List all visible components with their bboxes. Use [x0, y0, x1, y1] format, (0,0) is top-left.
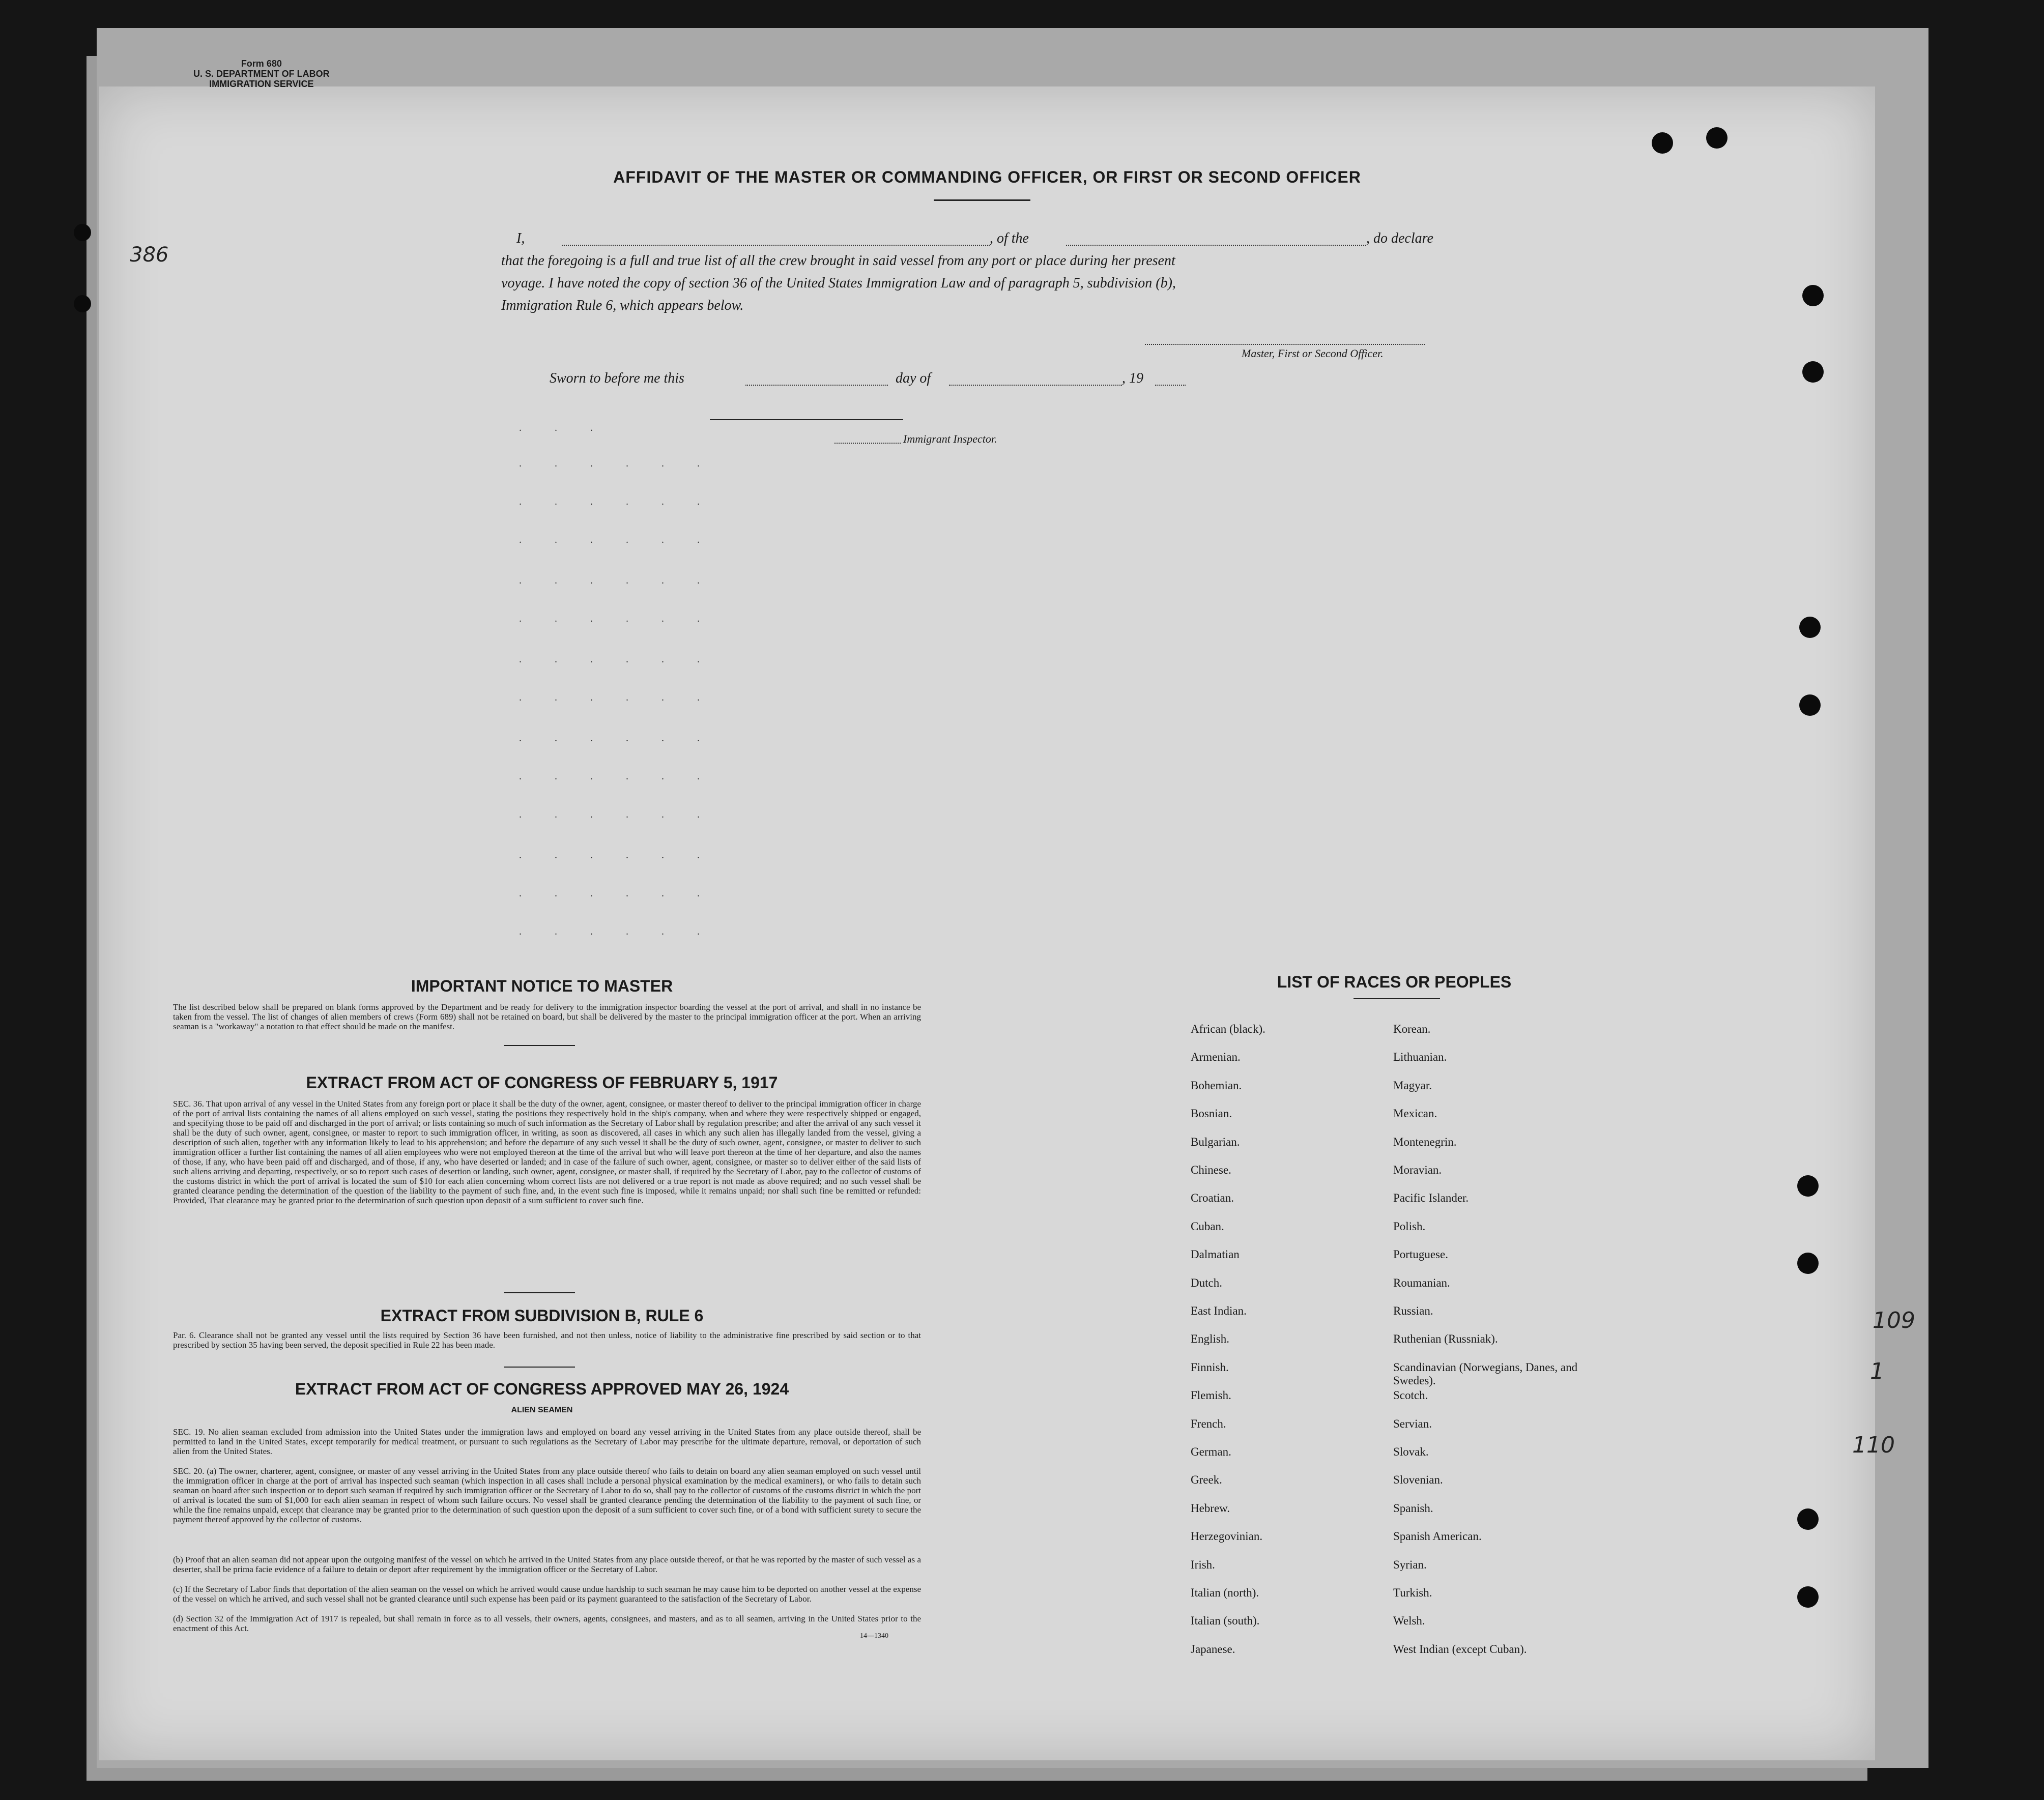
race-item: Welsh. — [1393, 1614, 1425, 1628]
race-item: Servian. — [1393, 1417, 1432, 1430]
binder-hole — [1802, 285, 1824, 306]
section-rule — [504, 1045, 575, 1046]
dot-leader: . . . . . . — [519, 809, 715, 820]
race-item: Ruthenian (Russniak). — [1393, 1332, 1498, 1346]
notice-title: IMPORTANT NOTICE TO MASTER — [411, 977, 673, 995]
dot-leader: . . . — [519, 422, 608, 433]
race-item: Slovenian. — [1393, 1473, 1443, 1487]
binder-hole — [1797, 1175, 1819, 1197]
extract-1924-text-4: (c) If the Secretary of Labor finds that deportation of the alien seaman on the vessel on which he arrived would cause undue hardship to such seaman he may cause him to be deported on another vessel at the expense of the vessel on which he arrived, and such vessel shall not be granted clearance until such expense has been paid or its payment guaranteed to the satisfaction of the Secretary of Labor. — [173, 1584, 921, 1604]
race-item: Dutch. — [1191, 1276, 1222, 1289]
race-item: Slovak. — [1393, 1445, 1429, 1458]
dot-leader: . . . . . . — [519, 850, 715, 861]
form-identification — [193, 59, 330, 89]
margin-mark: 1 — [1870, 1358, 1884, 1384]
race-item: Dalmatian — [1191, 1248, 1240, 1261]
binder-hole — [1706, 127, 1728, 149]
race-item: Italian (south). — [1191, 1614, 1260, 1628]
extract-1924-text-1: SEC. 19. No alien seaman excluded from admission into the United States under the immigration laws and employed on board any vessel arriving in the United States from any place outside thereof, shall be permitted to land in the United States, except temporarily for medical treatment, or pursuant to such regulations as the Secretary of Labor may prescribe for the ultimate departure, removal, or deportation of such alien from the United States. — [173, 1427, 921, 1456]
year-blank[interactable] — [1155, 385, 1186, 386]
dot-leader: . . . . . . — [519, 575, 715, 586]
year-prefix: , 19 — [1122, 370, 1143, 386]
vessel-blank[interactable] — [1066, 245, 1366, 246]
race-item: African (black). — [1191, 1023, 1265, 1035]
affidavit-line-2: that the foregoing is a full and true list of all the crew brought in said vessel from any port or place during her present — [501, 253, 1175, 269]
section-rule — [504, 1292, 575, 1293]
race-item: Armenian. — [1191, 1051, 1241, 1064]
dot-leader: . . . . . . — [519, 613, 715, 624]
sworn-text: Sworn to before me this — [550, 370, 684, 386]
extract-1924-title: EXTRACT FROM ACT OF CONGRESS APPROVED MAY 26, 1924 — [295, 1380, 789, 1398]
master-signature-caption: Master, First or Second Officer. — [1242, 347, 1384, 360]
extract-1924-text-5: (d) Section 32 of the Immigration Act of 1917 is repealed, but shall remain in force as to all vessels, their owners, agents, consignees, and masters, and as to all seamen, arriving in the United States prior to the enactment of this Act. — [173, 1614, 921, 1633]
race-item: Lithuanian. — [1393, 1051, 1447, 1064]
dot-leader: . . . . . . — [519, 771, 715, 782]
margin-mark: 109 — [1873, 1308, 1915, 1333]
binder-hole — [1797, 1586, 1819, 1608]
affidavit-of-the: , of the — [990, 230, 1029, 246]
affidavit-declare: , do declare — [1366, 230, 1433, 246]
races-title: LIST OF RACES OR PEOPLES — [1277, 973, 1512, 991]
month-blank[interactable] — [949, 385, 1122, 386]
race-item: Polish. — [1393, 1220, 1426, 1233]
dot-leader: . . . . . . — [519, 692, 715, 703]
race-item: Korean. — [1393, 1023, 1431, 1035]
extract-1924-text-2: SEC. 20. (a) The owner, charterer, agent, consignee, or master of any vessel arriving in the United States from any place outside thereof who fails to detain on board any alien seaman employed on such vessel until the immigration officer in charge at the port of arrival has inspected such seaman (which inspection in all cases shall include a personal physical examination by the medical examiners), or who fails to detain such seaman on board after such inspection or to deport such seaman if required by such immigration officer or the Secretary of Labor to do so, shall pay to the collector of customs of the customs district in which the port of arrival is located the sum of $1,000 for each alien seaman in respect of whom such failure occurs. No vessel shall be granted clearance pending the determination of the liability to the payment of such fine, or while the fine remains unpaid, except that clearance may be granted prior to the determination of such question upon the deposit of a sum sufficient to cover such fine, or of a bond with sufficient surety to secure the payment thereof approved by the collector of customs. — [173, 1466, 921, 1524]
margin-number: 386 — [130, 243, 169, 267]
race-item: Scandinavian (Norwegians, Danes, and Swedes). — [1393, 1360, 1578, 1387]
race-item: Spanish American. — [1393, 1530, 1482, 1543]
race-item: West Indian (except Cuban). — [1393, 1642, 1527, 1656]
race-item: Chinese. — [1191, 1164, 1231, 1176]
race-item: English. — [1191, 1332, 1230, 1346]
race-item: Scotch. — [1393, 1389, 1428, 1402]
extract-1917-text: SEC. 36. That upon arrival of any vessel in the United States from any foreign port or place it shall be the duty of the owner, agent, consignee, or master thereof to deliver to the principal immigration officer in charge of the port of arrival lists containing the names of all aliens employed on such vessel, stating the positions they respectively hold in the ship's company, when and where they were respectively shipped or engaged, and specifying those to be paid off and discharged in the port of arrival; or lists containing so much of such information as the Secretary of Labor shall by regulation prescribe; and after the arrival of any such vessel it shall be the duty of such owner, agent, consignee, or master to report to such immigration officer, in writing, as soon as discovered, all cases in which any such alien has illegally landed from the vessel, giving a description of such alien, together with any information likely to lead to his apprehension; and before the departure of any such vessel it shall be the duty of such owner, agent, consignee, or master to deliver to such immigration officer a further list containing the names of all alien employees who were not employed thereon at the time of the arrival but who will leave port thereon at the time of her departure, and also the names of those, if any, who have been paid off and discharged, and of those, if any, who have deserted or landed; and in case of the failure of such owner, agent, consignee, or master so to deliver either of the said lists of such aliens arriving and departing, respectively, or so to report such cases of desertion or landing, such owner, agent, consignee, or master shall, if required by the Secretary of Labor, pay to the collector of customs of the customs district in which the port of arrival is located the sum of $10 for each alien concerning whom correct lists are not delivered or a true report is not made as above required; and no such vessel shall be granted clearance pending the determination of the question of the liability to the payment of such fine, and, in the event such fine is imposed, while it remains unpaid; nor shall such fine be remitted or refunded: Provided, That clearance may be granted prior to the determination of such question upon deposit of a sum sufficient to cover such fine. — [173, 1099, 921, 1205]
dot-leader: . . . . . . — [519, 733, 715, 744]
race-item: Irish. — [1191, 1558, 1215, 1571]
form-service: IMMIGRATION SERVICE — [209, 79, 314, 89]
race-item: Roumanian. — [1393, 1276, 1450, 1289]
race-item: Cuban. — [1191, 1220, 1224, 1233]
notice-text: The list described below shall be prepared on blank forms approved by the Department and be ready for delivery to the immigration inspector boarding the vessel at the port of arrival, and shall in no instance be taken from the vessel. The list of changes of alien members of crews (Form 689) shall not be retained on board, but shall be delivered by the master to the principal immigration officer at the port. When an arriving seaman is a "workaway" a notation to that effect should be made on the manifest. — [173, 1002, 921, 1031]
section-rule — [504, 1367, 575, 1368]
affidavit-title: AFFIDAVIT OF THE MASTER OR COMMANDING OFFICER, OR FIRST OR SECOND OFFICER — [613, 168, 1361, 186]
inspector-caption: Immigrant Inspector. — [903, 432, 997, 445]
race-item: East Indian. — [1191, 1304, 1247, 1317]
race-item: Finnish. — [1191, 1360, 1229, 1374]
binder-hole — [1802, 361, 1824, 383]
day-blank[interactable] — [745, 385, 888, 386]
race-item: Flemish. — [1191, 1389, 1231, 1402]
dot-leader: . . . . . . — [519, 926, 715, 937]
race-item: Japanese. — [1191, 1642, 1235, 1656]
binder-hole — [1797, 1508, 1819, 1530]
race-item: Hebrew. — [1191, 1501, 1230, 1515]
extract-1924-subtitle: ALIEN SEAMEN — [511, 1406, 573, 1414]
race-item: Russian. — [1393, 1304, 1433, 1317]
dot-leader: . . . . . . — [519, 496, 715, 507]
dot-leader: . . . . . . — [519, 654, 715, 665]
name-blank[interactable] — [562, 245, 990, 246]
race-item: Mexican. — [1393, 1107, 1437, 1120]
affidavit-body — [501, 227, 1468, 317]
race-item: Turkish. — [1393, 1586, 1432, 1599]
race-item: French. — [1191, 1417, 1226, 1430]
print-code: 14—1340 — [860, 1632, 888, 1640]
master-signature-line[interactable] — [1145, 344, 1425, 345]
day-of-text: day of — [896, 370, 931, 386]
dot-leader: . . . . . . — [519, 458, 715, 469]
binder-hole — [1799, 617, 1821, 638]
race-item: Croatian. — [1191, 1192, 1234, 1205]
inspector-dotted — [834, 443, 901, 444]
race-item: Syrian. — [1393, 1558, 1427, 1571]
inspector-signature-line[interactable] — [710, 419, 903, 420]
binder-hole — [74, 224, 91, 241]
race-item: Bosnian. — [1191, 1107, 1232, 1120]
extract-rule6-text: Par. 6. Clearance shall not be granted any vessel until the lists required by Section 36 have been furnished, and not then unless, notice of liability to the administrative fine prescribed by said section or to that prescribed by section 35 having been served, the deposit specified in Rule 22 has been made. — [173, 1330, 921, 1350]
race-item: Herzegovinian. — [1191, 1530, 1263, 1543]
race-item: Portuguese. — [1393, 1248, 1448, 1261]
affidavit-line-3: voyage. I have noted the copy of section 36 of the United States Immigration Law and of paragraph 5, subdivision (b), — [501, 275, 1176, 291]
race-item: Pacific Islander. — [1393, 1192, 1469, 1205]
binder-hole — [1799, 694, 1821, 716]
races-rule — [1354, 998, 1440, 999]
binder-hole — [1797, 1253, 1819, 1274]
race-item: Magyar. — [1393, 1079, 1432, 1092]
race-item: Bohemian. — [1191, 1079, 1242, 1092]
race-item: Greek. — [1191, 1473, 1222, 1487]
affidavit-i: I, — [516, 230, 525, 246]
extract-1917-title: EXTRACT FROM ACT OF CONGRESS OF FEBRUARY 5, 1917 — [306, 1073, 778, 1092]
race-item: Moravian. — [1393, 1164, 1442, 1176]
extract-1924-text-3: (b) Proof that an alien seaman did not appear upon the outgoing manifest of the vessel on which he arrived in the United States from any place outside thereof, or that he was reported by the master of such vessel as a deserter, shall be prima facie evidence of a failure to detain or deport after requirement by the immigration officer or the Secretary of Labor. — [173, 1555, 921, 1574]
form-number: Form 680 — [241, 59, 282, 69]
affidavit-line-4: Immigration Rule 6, which appears below. — [501, 298, 744, 313]
binder-hole — [1652, 132, 1673, 154]
extract-rule6-title: EXTRACT FROM SUBDIVISION B, RULE 6 — [380, 1307, 704, 1325]
form-department: U. S. DEPARTMENT OF LABOR — [193, 69, 330, 79]
race-item: Bulgarian. — [1191, 1135, 1240, 1148]
sworn-statement — [550, 367, 1211, 390]
binder-hole — [74, 295, 91, 312]
race-item: Italian (north). — [1191, 1586, 1259, 1599]
title-rule — [934, 199, 1030, 201]
dot-leader: . . . . . . — [519, 534, 715, 545]
race-item: Montenegrin. — [1393, 1135, 1457, 1148]
race-item: German. — [1191, 1445, 1231, 1458]
dot-leader: . . . . . . — [519, 888, 715, 899]
race-item: Spanish. — [1393, 1501, 1433, 1515]
margin-mark: 110 — [1852, 1432, 1895, 1458]
